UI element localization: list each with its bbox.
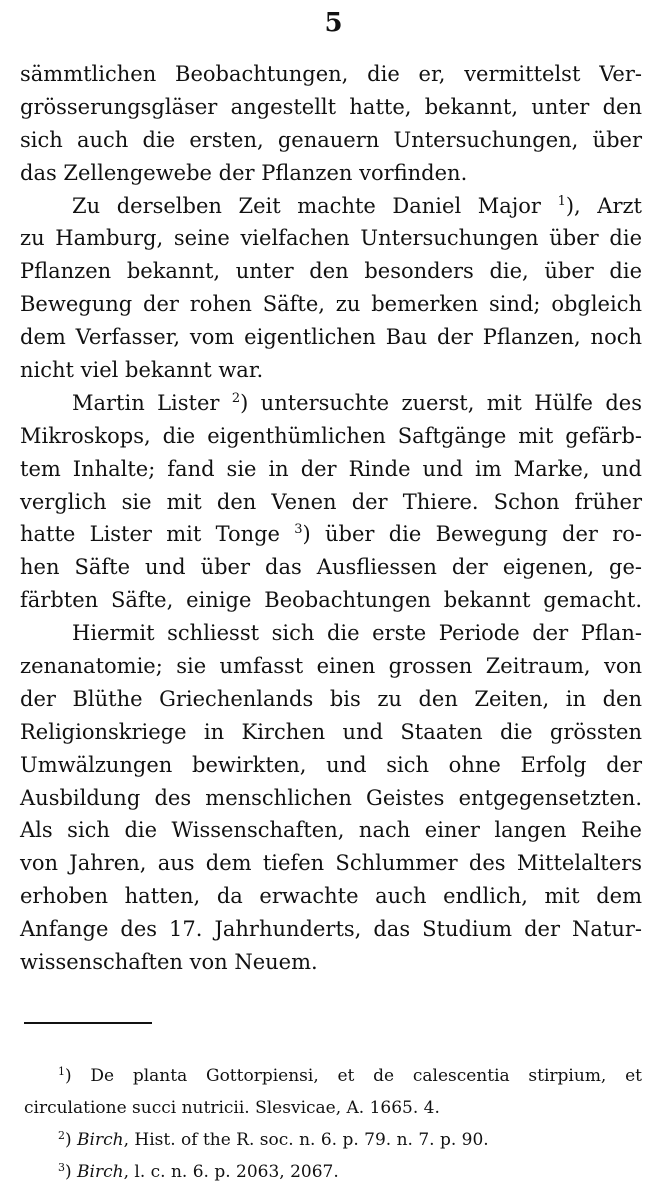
body-line-text-after: ) untersuchte zuerst, mit Hülfe des xyxy=(240,390,642,415)
body-line-text: zenanatomie; sie umfasst einen grossen Zeitraum, von xyxy=(20,654,642,679)
body-line xyxy=(20,782,642,815)
body-line xyxy=(20,453,642,486)
body-line xyxy=(20,518,642,551)
footnote-text: circulatione succi nutricii. Slesvicae, A. 1665. 4. xyxy=(24,1098,440,1118)
footnote-reference: 3 xyxy=(294,522,303,538)
body-line xyxy=(20,749,642,782)
body-line-text: Hiermit schliesst sich die erste Periode der Pflan- xyxy=(72,621,642,646)
footnote-text: , Hist. of the R. soc. n. 6. p. 79. n. 7. p. 90. xyxy=(123,1130,489,1150)
body-line-text: Pflanzen bekannt, unter den besonders die, über die xyxy=(20,259,642,284)
body-line xyxy=(20,354,642,387)
footnote-author: Birch xyxy=(77,1162,124,1182)
body-line-text: hatte Lister mit Tonge xyxy=(20,522,280,547)
footnote-mark: 2 xyxy=(58,1129,65,1142)
body-line-text: Als sich die Wissenschaften, nach einer langen Reihe xyxy=(20,818,642,843)
body-line-text: sich auch die ersten, genauern Untersuchungen, über xyxy=(20,127,642,152)
body-line xyxy=(20,255,642,288)
body-line-text: Umwälzungen bewirkten, und sich ohne Erfolg der xyxy=(20,752,642,777)
body-line xyxy=(20,650,642,683)
footnote: $^3$) Birch, l. c. n. 6. p. 2063, 2067. xyxy=(58,1161,339,1182)
body-line-text: Anfange des 17. Jahrhunderts, das Studium der Natur- xyxy=(20,917,642,942)
body-line-text-after: ) über die Bewegung der ro- xyxy=(302,522,642,547)
footnote xyxy=(24,1060,642,1092)
body-line-text: verglich sie mit den Venen der Thiere. Schon früher xyxy=(20,489,642,514)
footnote-reference: 2 xyxy=(231,390,241,406)
body-line xyxy=(20,387,642,420)
body-line xyxy=(20,551,642,584)
body-line-text: Mikroskops, die eigenthümlichen Saftgänge mit gefärb- xyxy=(20,423,642,448)
body-line xyxy=(20,683,642,716)
body-line xyxy=(20,617,642,650)
footnote-text: , l. c. n. 6. p. 2063, 2067. xyxy=(123,1162,339,1182)
body-line-text: Ausbildung des menschlichen Geistes entgegensetzten. xyxy=(20,785,642,810)
body-line xyxy=(20,157,642,190)
body-line-text: Zu derselben Zeit machte Daniel Major xyxy=(72,193,541,218)
page-number: 5 xyxy=(324,8,343,38)
body-line xyxy=(20,847,642,880)
body-line xyxy=(20,880,642,913)
footnotes xyxy=(24,1060,642,1188)
footnote-mark: 1 xyxy=(58,1065,65,1078)
body-line-text: das Zellengewebe der Pflanzen vorfinden. xyxy=(20,160,468,185)
footnote-mark: 3 xyxy=(58,1161,65,1174)
body-line xyxy=(20,913,642,946)
body-line xyxy=(20,584,642,617)
body-line xyxy=(20,946,642,979)
footnote-text: ) De planta Gottorpiensi, et de calescentia stirpium, et xyxy=(65,1066,642,1086)
body-line-text: zu Hamburg, seine vielfachen Untersuchungen über die xyxy=(20,226,642,251)
footnote-author: Birch xyxy=(77,1130,124,1150)
body-text xyxy=(20,58,642,979)
body-line-text-after: ), Arzt xyxy=(565,193,642,218)
body-line-text: der Blüthe Griechenlands bis zu den Zeiten, in den xyxy=(20,686,642,711)
body-line xyxy=(20,124,642,157)
body-line xyxy=(20,420,642,453)
body-line-text: erhoben hatten, da erwachte auch endlich, mit dem xyxy=(20,884,642,909)
body-line-text: dem Verfasser, vom eigentlichen Bau der Pflanzen, noch xyxy=(20,325,642,350)
body-line-text: Martin Lister xyxy=(72,390,220,415)
body-line xyxy=(20,814,642,847)
body-line xyxy=(20,486,642,519)
body-line xyxy=(20,288,642,321)
body-line xyxy=(20,222,642,255)
footnote-divider xyxy=(24,1022,152,1024)
body-line-text: färbten Säfte, einige Beobachtungen bekannt gemacht. xyxy=(20,588,642,613)
body-line-text: tem Inhalte; fand sie in der Rinde und im Marke, und xyxy=(20,456,642,481)
body-line xyxy=(20,58,642,91)
body-line-text: von Jahren, aus dem tiefen Schlummer des Mittelalters xyxy=(20,851,642,876)
body-line-text: nicht viel bekannt war. xyxy=(20,358,264,383)
body-line-text: wissenschaften von Neuem. xyxy=(20,950,318,975)
body-line xyxy=(20,190,642,223)
body-line-text: Bewegung der rohen Säfte, zu bemerken sind; obgleich xyxy=(20,292,642,317)
body-line xyxy=(20,91,642,124)
body-line-text: grösserungsgläser angestellt hatte, bekannt, unter den xyxy=(20,94,642,119)
body-line-text: Religionskriege in Kirchen und Staaten die grössten xyxy=(20,719,642,744)
body-line-text: hen Säfte und über das Ausfliessen der eigenen, ge- xyxy=(20,555,642,580)
body-line xyxy=(20,716,642,749)
body-line xyxy=(20,321,642,354)
footnote-reference: 1 xyxy=(557,193,566,209)
footnote: $^2$) Birch, Hist. of the R. soc. n. 6. p. 79. n. 7. p. 90. xyxy=(58,1129,489,1150)
footnote xyxy=(24,1092,642,1124)
body-line-text: sämmtlichen Beobachtungen, die er, vermittelst Ver- xyxy=(20,62,642,86)
